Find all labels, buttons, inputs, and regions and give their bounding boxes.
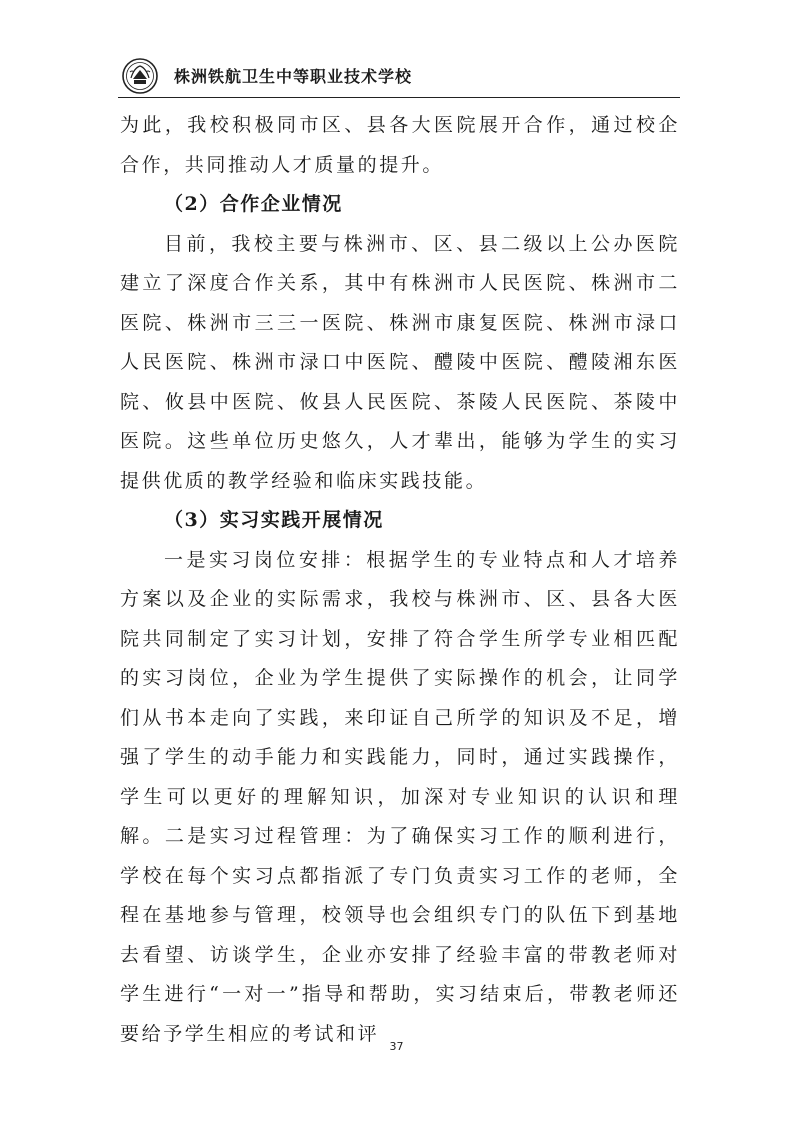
school-emblem-icon [122,58,158,94]
paragraph-internship-practice: 一是实习岗位安排：根据学生的专业特点和人才培养方案以及企业的实际需求，我校与株洲市、区、县各大医院共同制定了实习计划，安排了符合学生所学专业相匹配的实习岗位，企业为学生提供了实际操作的机会，让同学们从书本走向了实践，来印证自己所学的知识及不足，增强了学生的动手能力和实践能力，同时，通过实践操作，学生可以更好的理解知识，加深对专业知识的认识和理解。二是实习过程管理：为了确保实习工作的顺利进行，学校在每个实习点都指派了专门负责实习工作的老师，全程在基地参与管理，校领导也会组织专门的队伍下到基地去看望、访谈学生，企业亦安排了经验丰富的带教老师对学生进行“一对一”指导和帮助，实习结束后，带教老师还要给予学生相应的考试和评 [120,548,680,1045]
page-number: 37 [389,1040,404,1053]
school-name: 株洲铁航卫生中等职业技术学校 [174,67,413,86]
paragraph-intro: 为此，我校积极同市区、县各大医院展开合作，通过校企合作，共同推动人才质量的提升。 [120,114,680,176]
header-divider [118,97,680,98]
section-heading-2: （2）合作企业情况 [164,193,343,215]
page-header [118,56,678,96]
document-body [120,106,680,1054]
section-heading-3: （3）实习实践开展情况 [164,509,384,531]
paragraph-partner-enterprises: 目前，我校主要与株洲市、区、县二级以上公办医院建立了深度合作关系，其中有株洲市人民医院、株洲市二医院、株洲市三三一医院、株洲市康复医院、株洲市渌口人民医院、株洲市渌口中医院、醴陵中医院、醴陵湘东医院、攸县中医院、攸县人民医院、茶陵人民医院、茶陵中医院。这些单位历史悠久，人才辈出，能够为学生的实习提供优质的教学经验和临床实践技能。 [120,232,680,492]
